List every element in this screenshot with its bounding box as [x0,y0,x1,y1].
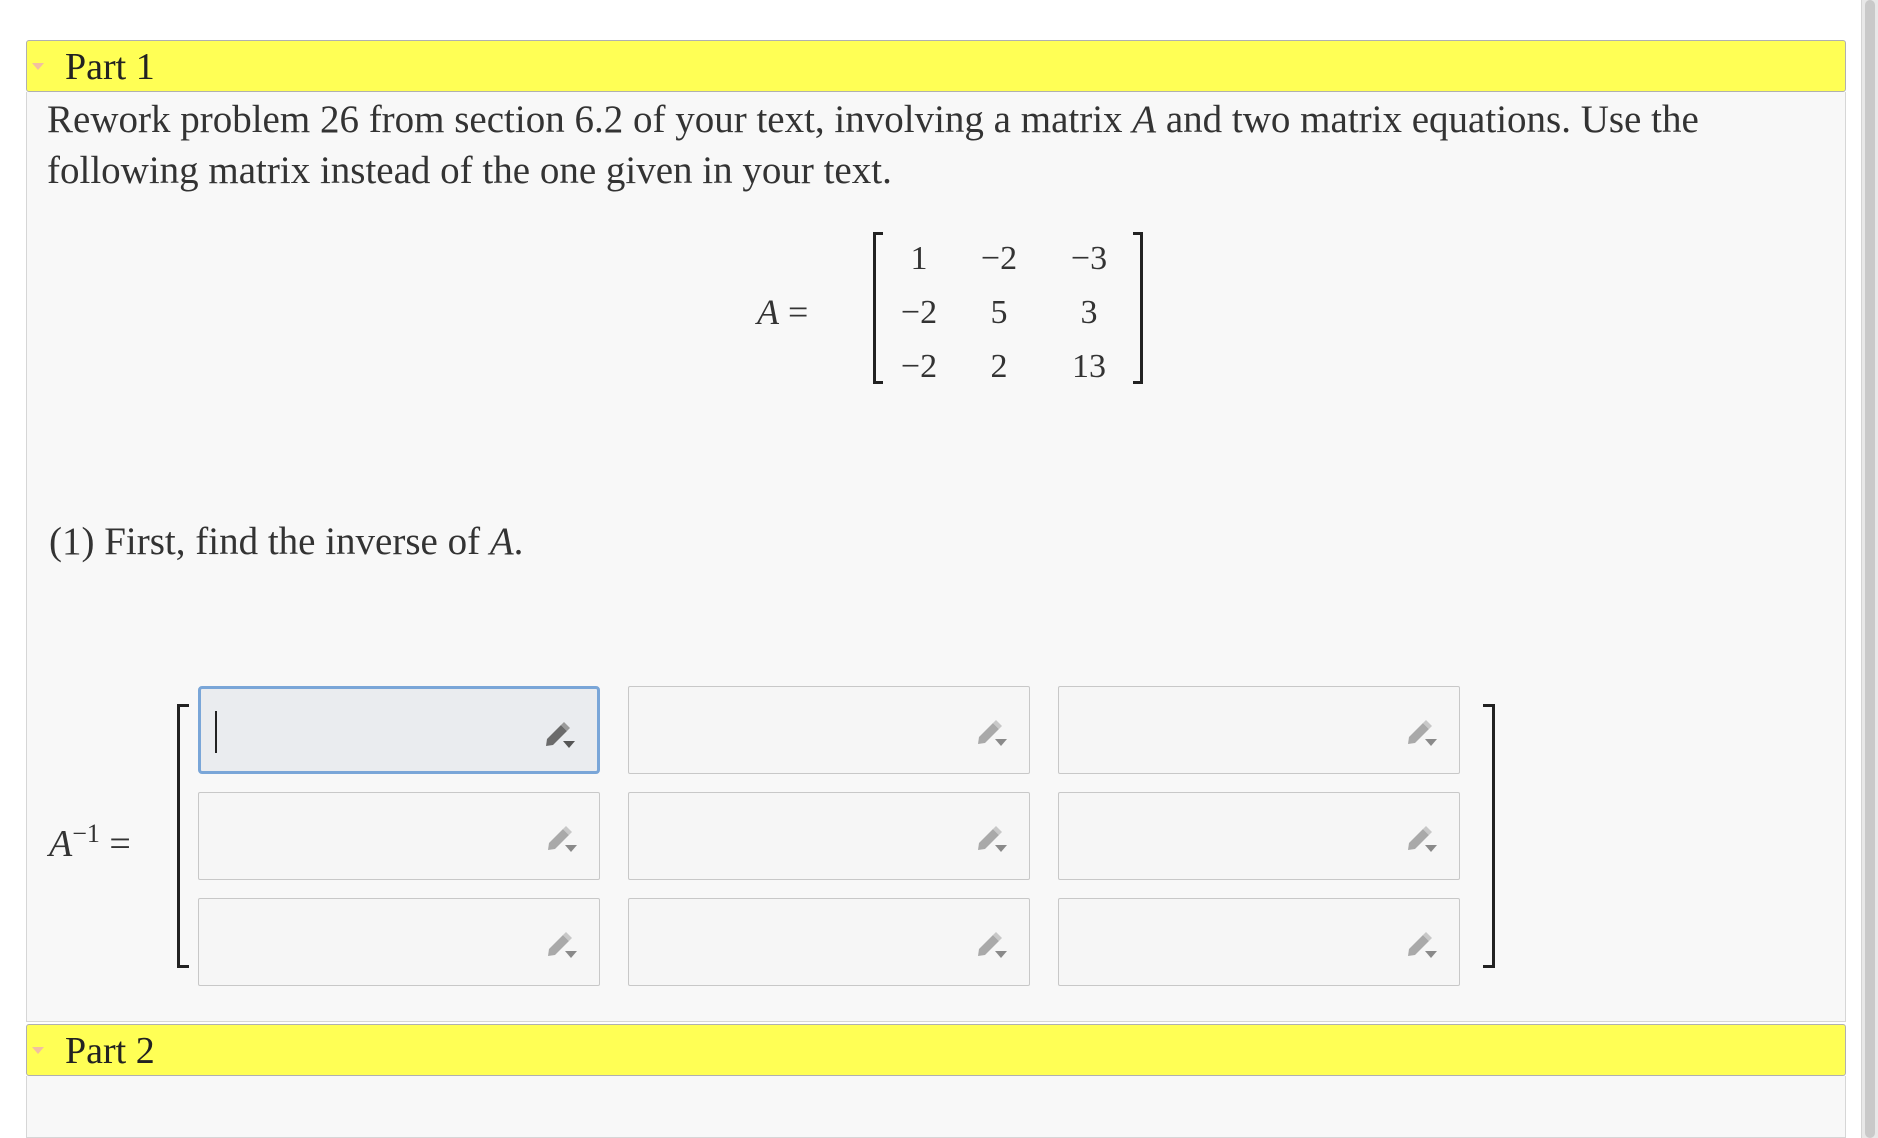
inverse-input-r3c2[interactable] [628,898,1030,986]
matrix-A-cell: 5 [990,294,1008,331]
inverse-input-r2c1[interactable] [198,792,600,880]
chevron-down-icon[interactable] [27,41,49,91]
part2-body [26,1076,1846,1138]
inverse-left-bracket [177,704,189,968]
inverse-equals: = [109,823,131,865]
question-text [47,94,1827,196]
sub-question-text-b: . [513,520,524,563]
inverse-input-r2c2[interactable] [628,792,1030,880]
inverse-label [49,812,131,866]
pencil-icon[interactable] [543,927,577,961]
pencil-icon[interactable] [973,715,1007,749]
inverse-input-r1c1[interactable] [198,686,600,774]
matrix-A-cell: −3 [1070,240,1108,277]
matrix-A-label [757,292,808,332]
matrix-A [757,232,1177,402]
pencil-icon[interactable] [973,927,1007,961]
inverse-input-r1c3[interactable] [1058,686,1460,774]
question-variable: A [1132,98,1157,141]
chevron-down-icon[interactable] [27,1025,49,1075]
text-caret [215,711,217,753]
inverse-input-r3c1[interactable] [198,898,600,986]
matrix-A-cell: 2 [990,348,1008,385]
inverse-input-r1c2[interactable] [628,686,1030,774]
inverse-input-r2c3[interactable] [1058,792,1460,880]
matrix-A-cell: −2 [900,294,938,331]
question-text-b: and two matrix equations. Use the following matrix instead of the one given in your text. [47,98,1699,192]
matrix-A-right-bracket [1133,232,1143,384]
pencil-icon[interactable] [1403,715,1437,749]
sub-question-variable: A [489,520,514,563]
pencil-icon[interactable] [541,717,575,751]
matrix-A-symbol: A [757,292,779,332]
pencil-icon[interactable] [973,821,1007,855]
matrix-A-cell: 1 [910,240,928,277]
question-text-a: Rework problem 26 from section 6.2 of your text, involving a matrix [47,98,1133,141]
matrix-A-cell: 13 [1072,348,1106,385]
part2-header[interactable] [26,1024,1846,1076]
pencil-icon[interactable] [1403,927,1437,961]
matrix-A-cells [885,232,1133,394]
part1-title: Part 1 [65,46,155,88]
sub-question-text-a: (1) First, find the inverse of [49,520,490,563]
part1-header[interactable] [26,40,1846,92]
part2-title: Part 2 [65,1030,155,1072]
scrollbar[interactable] [1861,0,1878,1138]
pencil-icon[interactable] [1403,821,1437,855]
inverse-right-bracket [1483,704,1495,968]
inverse-exponent: −1 [72,819,100,848]
matrix-A-cell: −2 [900,348,938,385]
matrix-A-left-bracket [873,232,883,384]
inverse-input-grid [198,686,1460,986]
scrollbar-thumb[interactable] [1865,0,1875,1138]
matrix-A-cell: −2 [980,240,1018,277]
matrix-A-cell: 3 [1080,294,1098,331]
sub-question-1 [49,520,523,564]
matrix-A-equals: = [788,292,809,332]
inverse-input-r3c3[interactable] [1058,898,1460,986]
pencil-icon[interactable] [543,821,577,855]
inverse-symbol: A [49,823,73,865]
